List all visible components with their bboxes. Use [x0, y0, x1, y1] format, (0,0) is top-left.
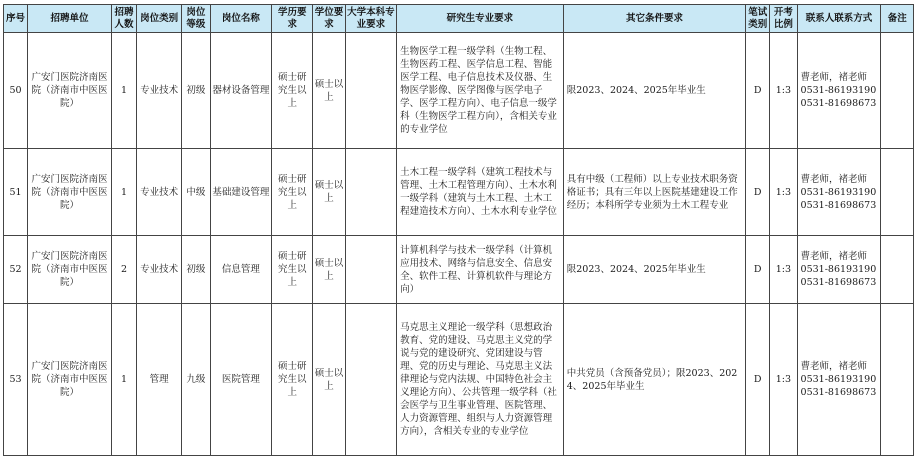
cell-ratio: 1:3 [770, 33, 797, 149]
cell-other: 具有中级（工程师）以上专业技术职务资格证书；具有三年以上医院基建建设工作经历；本科所学专业须为土木工程专业 [563, 149, 745, 236]
header-other: 其它条件要求 [563, 5, 745, 33]
cell-grad-major: 生物医学工程一级学科（生物工程、生物医药工程、医学信息工程、智能医学工程、电子信息技术及仪器、生物医学影像、医学图像与医学电子学、医学工程方向）、电子信息一级学科（生物医学工程方向），含相关专业的专业学位 [397, 33, 564, 149]
cell-exam-type: D [746, 236, 770, 304]
contact-names: 曹老师，褚老师 [800, 361, 868, 372]
cell-degree: 硕士以上 [313, 236, 346, 304]
contact-phone-2: 0531-81698673 [800, 387, 877, 398]
cell-bachelor-major [345, 149, 396, 236]
cell-position: 器材设备管理 [210, 33, 272, 149]
header-degree: 学位要求 [313, 5, 346, 33]
cell-remark [881, 33, 914, 149]
cell-category: 专业技术 [137, 236, 182, 304]
cell-degree: 硕士以上 [313, 149, 346, 236]
table-row [4, 33, 914, 149]
cell-contact [797, 236, 881, 304]
contact-phone-2: 0531-81698673 [800, 199, 877, 211]
cell-count: 2 [111, 236, 136, 304]
cell-education: 硕士研究生以上 [272, 304, 313, 456]
contact-phone-1: 0531-86193190 [800, 85, 877, 96]
cell-grade: 初级 [182, 236, 210, 304]
header-bachelor-major: 大学本科专业要求 [345, 5, 396, 33]
cell-bachelor-major [345, 236, 396, 304]
header-position: 岗位名称 [210, 5, 272, 33]
cell-unit: 广安门医院济南医院（济南市中医医院） [28, 304, 112, 456]
cell-degree: 硕士以上 [313, 33, 346, 149]
cell-education: 硕士研究生以上 [272, 33, 313, 149]
cell-ratio: 1:3 [770, 236, 797, 304]
cell-grade: 中级 [182, 149, 210, 236]
cell-bachelor-major [345, 33, 396, 149]
contact-phone-1: 0531-86193190 [800, 374, 877, 385]
cell-grade: 九级 [182, 304, 210, 456]
cell-unit: 广安门医院济南医院（济南市中医医院） [28, 33, 112, 149]
cell-grade: 初级 [182, 33, 210, 149]
cell-count: 1 [111, 304, 136, 456]
cell-unit: 广安门医院济南医院（济南市中医医院） [28, 236, 112, 304]
cell-position: 基础建设管理 [210, 149, 272, 236]
header-education: 学历要求 [272, 5, 313, 33]
cell-contact [797, 304, 881, 456]
cell-other: 中共党员（含预备党员）；限2023、2024、2025年毕业生 [563, 304, 745, 456]
table-row [4, 149, 914, 236]
cell-contact [797, 33, 881, 149]
contact-phone-1: 0531-86193190 [800, 264, 877, 275]
cell-seq: 50 [4, 33, 28, 149]
cell-contact [797, 149, 881, 236]
cell-seq: 51 [4, 149, 28, 236]
cell-grad-major: 计算机科学与技术一级学科（计算机应用技术、网络与信息安全、信息安全、软件工程、计算机软件与理论方向） [397, 236, 564, 304]
cell-exam-type: D [746, 304, 770, 456]
cell-remark [881, 304, 914, 456]
table-row [4, 304, 914, 456]
contact-phone-2: 0531-81698673 [800, 98, 877, 109]
table-row [4, 236, 914, 304]
cell-exam-type: D [746, 33, 770, 149]
header-ratio: 开考比例 [770, 5, 797, 33]
contact-phone-2: 0531-81698673 [800, 277, 877, 288]
cell-position: 信息管理 [210, 236, 272, 304]
cell-remark [881, 149, 914, 236]
cell-education: 硕士研究生以上 [272, 149, 313, 236]
cell-education: 硕士研究生以上 [272, 236, 313, 304]
cell-other: 限2023、2024、2025年毕业生 [563, 33, 745, 149]
header-contact: 联系人联系方式 [797, 5, 881, 33]
cell-other: 限2023、2024、2025年毕业生 [563, 236, 745, 304]
contact-names: 曹老师，褚老师 [800, 173, 868, 185]
cell-seq: 52 [4, 236, 28, 304]
cell-seq: 53 [4, 304, 28, 456]
header-grad-major: 研究生专业要求 [397, 5, 564, 33]
cell-bachelor-major [345, 304, 396, 456]
header-grade: 岗位等级 [182, 5, 210, 33]
cell-position: 医院管理 [210, 304, 272, 456]
header-row [4, 5, 914, 33]
contact-phone-1: 0531-86193190 [800, 186, 877, 198]
cell-ratio: 1:3 [770, 149, 797, 236]
contact-names: 曹老师，褚老师 [800, 72, 868, 83]
cell-unit: 广安门医院济南医院（济南市中医医院） [28, 149, 112, 236]
cell-category: 管理 [137, 304, 182, 456]
recruitment-table [3, 4, 914, 456]
header-exam-type: 笔试类别 [746, 5, 770, 33]
cell-grad-major: 马克思主义理论一级学科（思想政治教育、党的建设、马克思主义党的学说与党的建设研究、党团建设与管理、党的历史与理论、马克思主义法律理论与党内法规、中国特色社会主义理论方向）、公共管理一级学科（社会医学与卫生事业管理、医院管理、人力资源管理、组织与人力资源管理方向），含相关专业的专业学位 [397, 304, 564, 456]
cell-exam-type: D [746, 149, 770, 236]
header-unit: 招聘单位 [28, 5, 112, 33]
cell-category: 专业技术 [137, 33, 182, 149]
header-seq: 序号 [4, 5, 28, 33]
cell-degree: 硕士以上 [313, 304, 346, 456]
cell-count: 1 [111, 33, 136, 149]
cell-category: 专业技术 [137, 149, 182, 236]
header-remark: 备注 [881, 5, 914, 33]
cell-remark [881, 236, 914, 304]
header-count: 招聘人数 [111, 5, 136, 33]
cell-ratio: 1:3 [770, 304, 797, 456]
header-category: 岗位类别 [137, 5, 182, 33]
cell-count: 1 [111, 149, 136, 236]
contact-names: 曹老师，褚老师 [800, 251, 868, 262]
cell-grad-major: 土木工程一级学科（建筑工程技术与管理、土木工程管理方向）、土木水利一级学科（建筑与土木工程、土木工程建造技术方向）、土木水利专业学位 [397, 149, 564, 236]
